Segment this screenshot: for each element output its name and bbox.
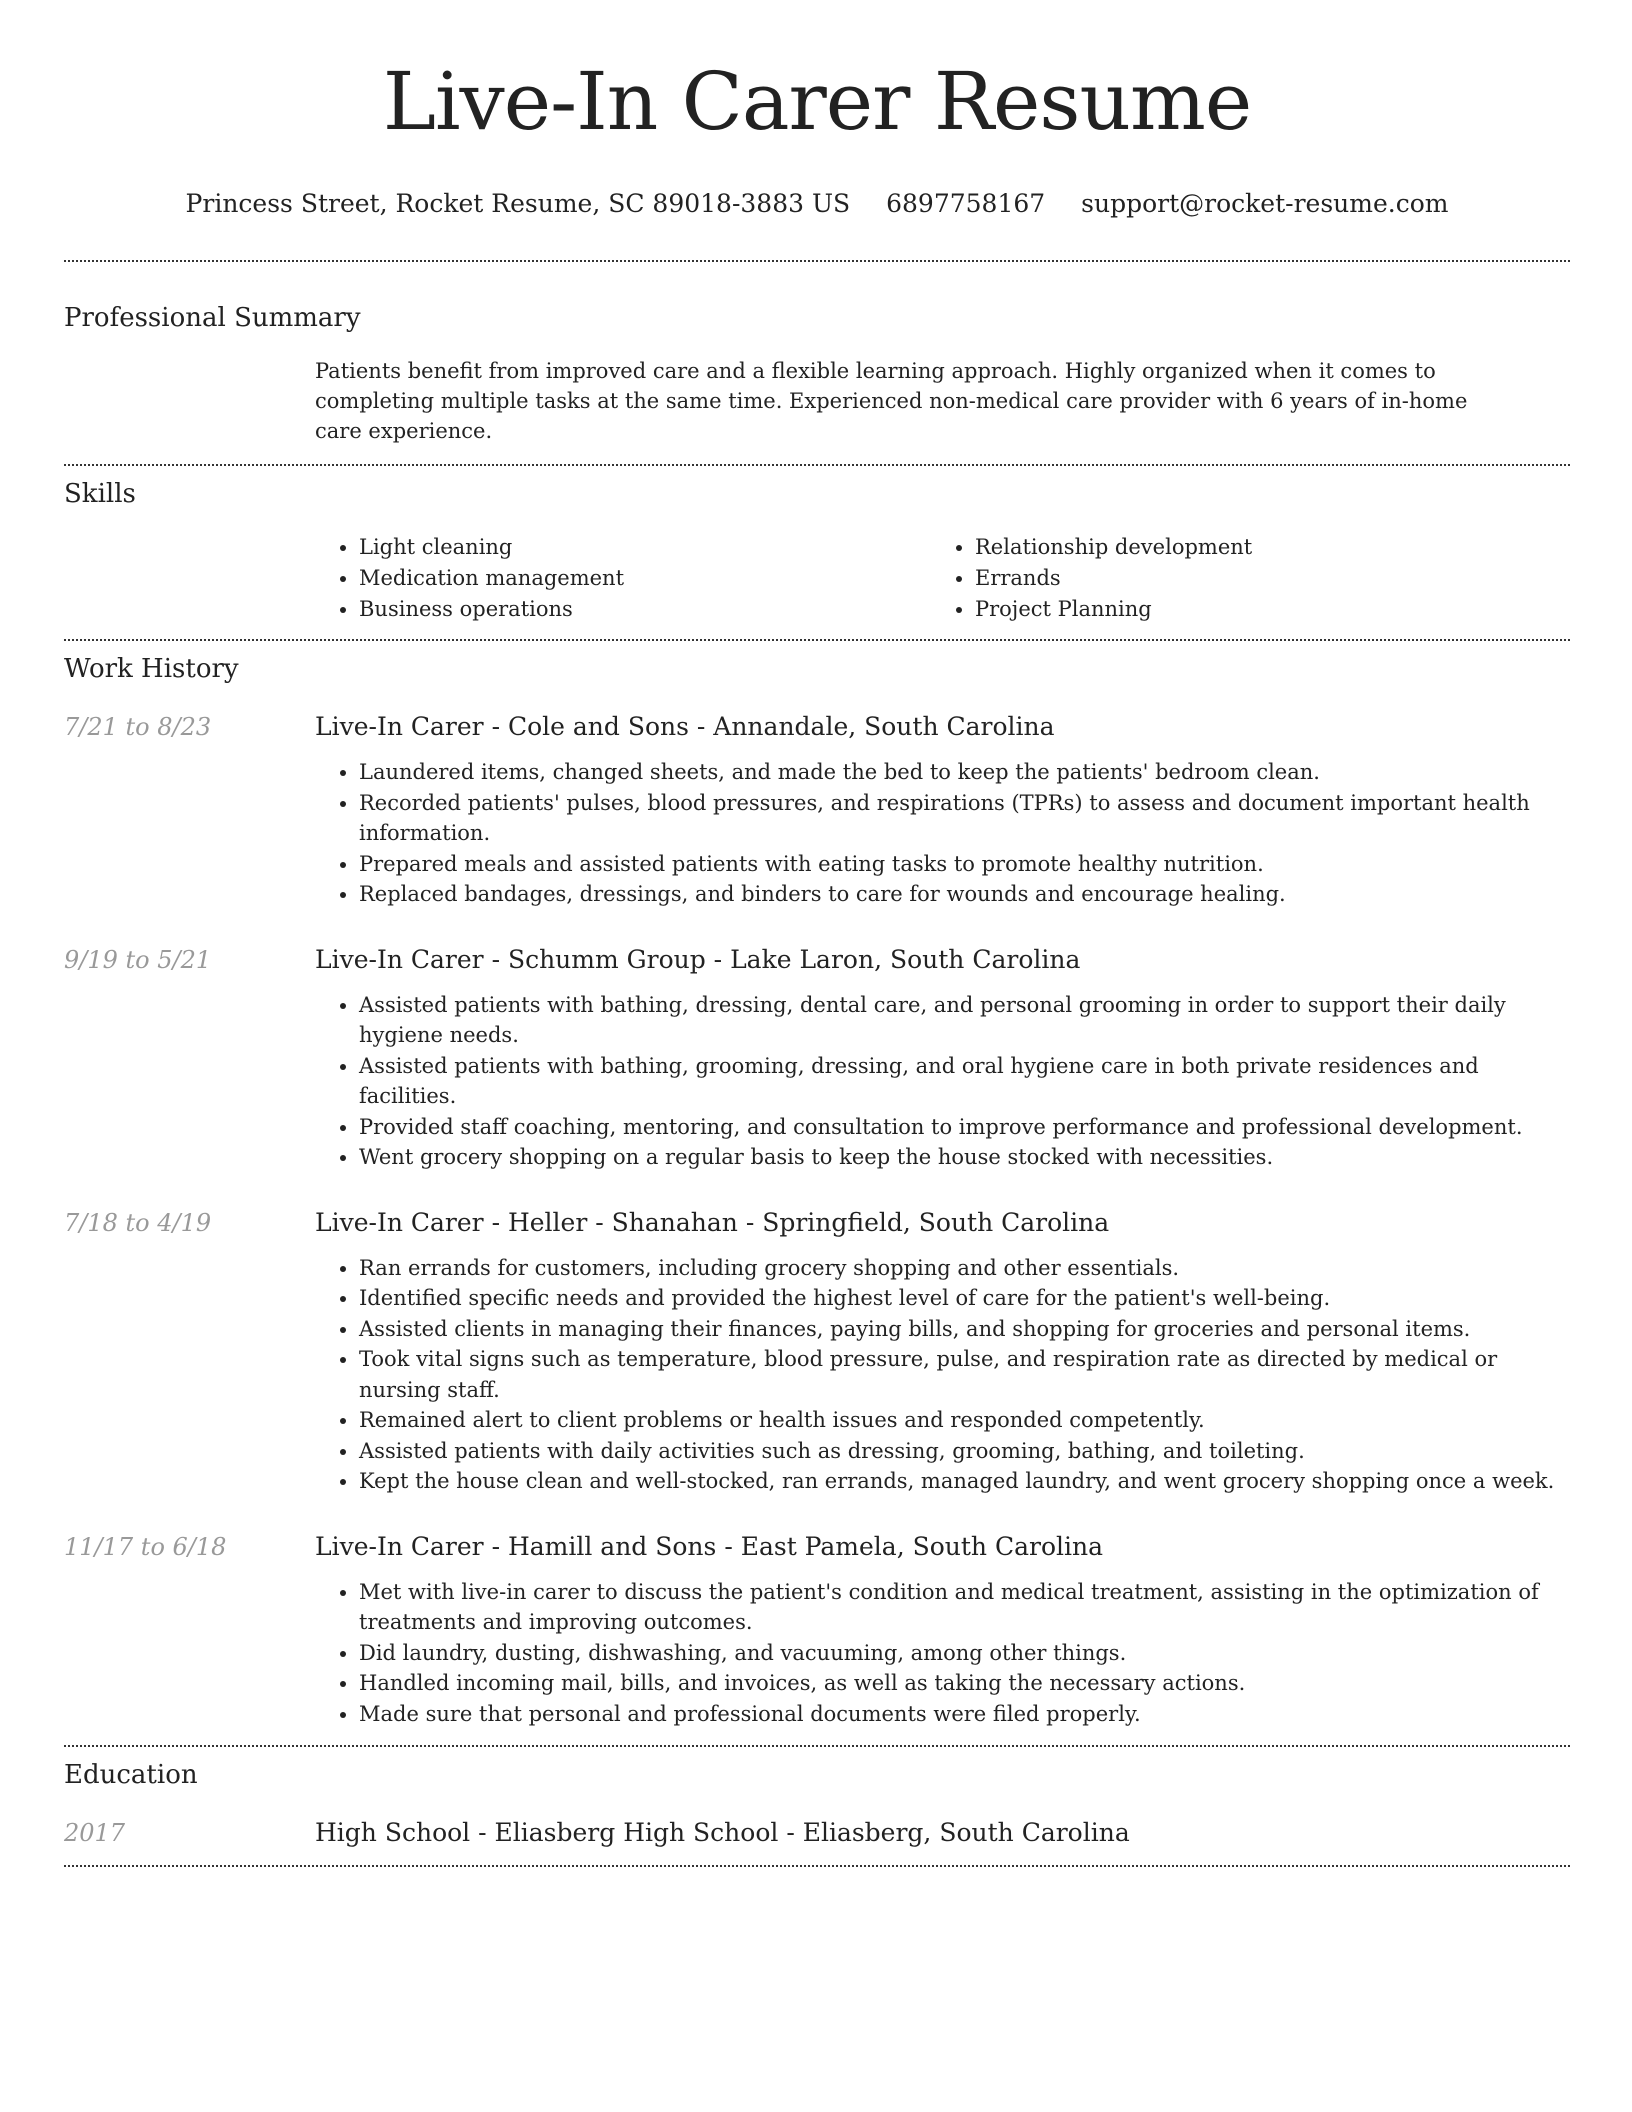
job-entry — [64, 1531, 1570, 1730]
divider — [64, 464, 1570, 466]
job-title: Live-In Carer - Cole and Sons - Annandale, South Carolina — [315, 712, 1055, 741]
skill-item: • Medication management — [359, 563, 931, 594]
divider — [64, 260, 1570, 262]
resume-page — [64, 0, 1570, 1867]
job-bullets — [315, 757, 1570, 910]
job-bullet: • Identified specific needs and provided the highest level of care for the patient's well-being. — [359, 1283, 1570, 1314]
divider — [64, 1745, 1570, 1747]
job-bullet: • Prepared meals and assisted patients with eating tasks to promote healthy nutrition. — [359, 849, 1570, 880]
job-bullet: • Ran errands for customers, including grocery shopping and other essentials. — [359, 1253, 1570, 1284]
job-title: Live-In Carer - Schumm Group - Lake Laron, South Carolina — [315, 944, 1081, 974]
job-entry — [64, 944, 1570, 1173]
summary-text: Patients benefit from improved care and a flexible learning approach. Highly organized when it comes to completing multiple tasks at the same time. Experienced non-medical care provider with 6 years of in-home care experience. — [315, 359, 1468, 443]
contact-phone: 6897758167 — [886, 189, 1046, 218]
job-body — [315, 1207, 1570, 1497]
education-body — [315, 1817, 1570, 1849]
divider — [64, 1865, 1570, 1867]
job-bullet: • Recorded patients' pulses, blood pressures, and respirations (TPRs) to assess and document important health information. — [359, 788, 1570, 849]
job-body — [315, 944, 1570, 1173]
education-title: High School - Eliasberg High School - Eliasberg, South Carolina — [315, 1818, 1130, 1847]
skills-list — [315, 532, 1570, 625]
job-body — [315, 1531, 1570, 1730]
job-bullet: • Went grocery shopping on a regular basis to keep the house stocked with necessities. — [359, 1142, 1570, 1173]
job-bullets — [315, 990, 1570, 1173]
divider — [64, 639, 1570, 641]
job-body — [315, 711, 1570, 910]
job-dates: 7/18 to 4/19 — [64, 1208, 212, 1237]
education-heading: Education — [64, 1760, 198, 1790]
job-bullet: • Made sure that personal and professional documents were filed properly. — [359, 1699, 1570, 1730]
job-bullet: • Assisted patients with bathing, grooming, dressing, and oral hygiene care in both private residences and facilities. — [359, 1051, 1570, 1112]
job-bullet: • Did laundry, dusting, dishwashing, and vacuuming, among other things. — [359, 1638, 1570, 1669]
job-bullet: • Kept the house clean and well-stocked, ran errands, managed laundry, and went grocery shopping once a week. — [359, 1466, 1570, 1497]
job-bullet: • Met with live-in carer to discuss the patient's condition and medical treatment, assisting in the optimization of treatments and improving outcomes. — [359, 1577, 1570, 1638]
job-dates: 9/19 to 5/21 — [64, 945, 212, 974]
job-bullet: • Assisted clients in managing their finances, paying bills, and shopping for groceries and personal items. — [359, 1314, 1570, 1345]
contact-line — [64, 188, 1570, 220]
job-title: Live-In Carer - Heller - Shanahan - Springfield, South Carolina — [315, 1207, 1110, 1237]
education-dates: 2017 — [64, 1819, 126, 1847]
job-bullet: • Replaced bandages, dressings, and binders to care for wounds and encourage healing. — [359, 879, 1570, 910]
contact-email: support@rocket-resume.com — [1081, 189, 1449, 218]
job-bullet: • Provided staff coaching, mentoring, and consultation to improve performance and professional development. — [359, 1112, 1570, 1143]
job-entry — [64, 1207, 1570, 1497]
contact-address: Princess Street, Rocket Resume, SC 89018-3883 US — [185, 189, 851, 218]
skill-item: • Business operations — [359, 594, 931, 625]
job-bullet: • Assisted patients with daily activities such as dressing, grooming, bathing, and toileting. — [359, 1436, 1570, 1467]
job-bullets — [315, 1253, 1570, 1497]
summary-heading: Professional Summary — [64, 303, 361, 333]
skill-item: • Light cleaning — [359, 532, 931, 563]
job-bullets — [315, 1577, 1570, 1730]
job-dates: 7/21 to 8/23 — [64, 713, 212, 741]
skill-item: • Errands — [975, 563, 1547, 594]
job-bullet: • Laundered items, changed sheets, and made the bed to keep the patients' bedroom clean. — [359, 757, 1570, 788]
job-bullet: • Took vital signs such as temperature, blood pressure, pulse, and respiration rate as directed by medical or nursing staff. — [359, 1344, 1570, 1405]
skills-column-right — [931, 532, 1547, 625]
skill-item: • Project Planning — [975, 594, 1547, 625]
skill-item: • Relationship development — [975, 532, 1547, 563]
skills-column-left — [315, 532, 931, 625]
skills-heading: Skills — [64, 479, 136, 509]
job-dates: 11/17 to 6/18 — [64, 1532, 227, 1561]
work-history-heading: Work History — [64, 654, 239, 684]
resume-title: Live-In Carer Resume — [382, 55, 1252, 148]
job-bullet: • Handled incoming mail, bills, and invoices, as well as taking the necessary actions. — [359, 1668, 1570, 1699]
job-bullet: • Assisted patients with bathing, dressing, dental care, and personal grooming in order to support their daily hygiene needs. — [359, 990, 1570, 1051]
job-entry — [64, 711, 1570, 910]
education-entry — [64, 1817, 1570, 1849]
job-bullet: • Remained alert to client problems or health issues and responded competently. — [359, 1405, 1570, 1436]
job-title: Live-In Carer - Hamill and Sons - East Pamela, South Carolina — [315, 1531, 1103, 1561]
